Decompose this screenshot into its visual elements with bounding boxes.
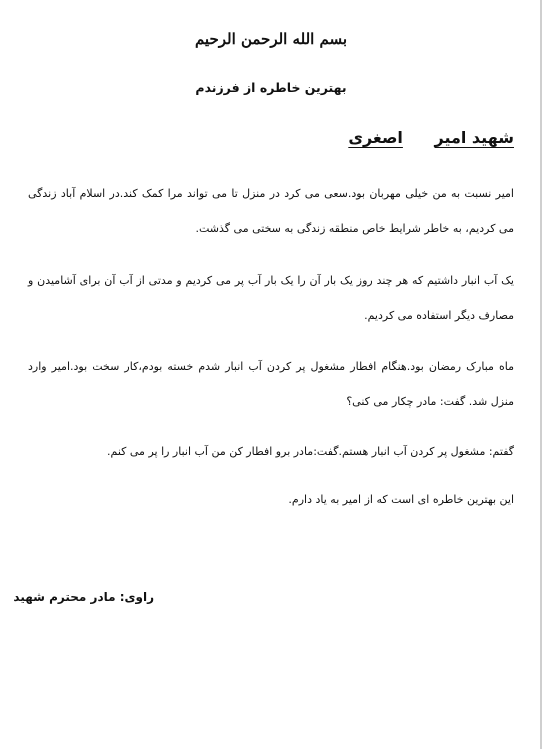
martyr-last-name: اصغری xyxy=(348,128,403,147)
paragraph-1: امیر نسبت به من خیلی مهربان بود.سعی می کرد در منزل تا می تواند مرا کمک کند.در اسلام آباد زندگی می کردیم، به خاطر شرایط خاص منطقه زندگی به سختی می گذشت. xyxy=(28,187,514,235)
document-title: بهترین خاطره از فرزندم xyxy=(195,80,347,95)
martyr-name xyxy=(348,128,514,147)
martyr-name-prefix: شهید امیر xyxy=(434,128,514,147)
paragraph-5: این بهترین خاطره ای است که از امیر به یاد دارم. xyxy=(288,493,514,506)
narrator-credit: راوی: مادر محترم شهید xyxy=(13,590,154,604)
bismillah-heading: بسم الله الرحمن الرحیم xyxy=(194,30,348,48)
paragraph-2: یک آب انبار داشتیم که هر چند روز یک بار آن را یک بار آب پر می کردیم و مدتی از آب آن برای آشامیدن و مصارف دیگر استفاده می کردیم. xyxy=(28,274,514,322)
paragraph-4: گفتم: مشغول پر کردن آب انبار هستم.گفت:مادر برو افطار کن من آب انبار را پر می کنم. xyxy=(107,445,514,458)
paragraph-3: ماه مبارک رمضان بود.هنگام افطار مشغول پر کردن آب انبار شدم خسته بودم،کار سخت بود.امیر وارد منزل شد. گفت: مادر چکار می کنی؟ xyxy=(28,360,514,408)
